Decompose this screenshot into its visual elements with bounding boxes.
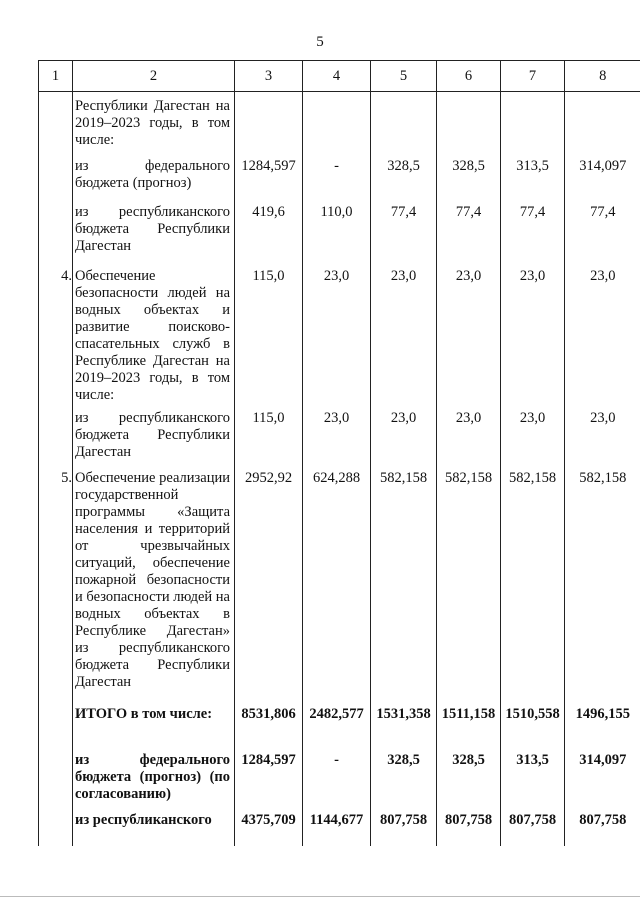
row-description-text: ИТОГО в том числе: [75, 705, 213, 722]
row-description [73, 262, 235, 404]
value-cell: 314,097 [565, 746, 640, 806]
value-cell: 582,158 [565, 464, 640, 700]
value-cell: 23,0 [437, 404, 501, 464]
row-description [73, 464, 235, 700]
value-cell: - [303, 746, 371, 806]
value-cell: 807,758 [501, 806, 565, 846]
value-cell: 115,0 [235, 404, 303, 464]
value-cell: 23,0 [371, 404, 437, 464]
value-cell: 313,5 [501, 152, 565, 198]
table-row [39, 198, 640, 262]
row-number: 4. [39, 262, 73, 404]
column-header: 1 [39, 61, 73, 92]
value-cell: 1496,155 [565, 700, 640, 746]
row-description [73, 198, 235, 262]
column-header: 4 [303, 61, 371, 92]
value-cell: 8531,806 [235, 700, 303, 746]
value-cell: 1511,158 [437, 700, 501, 746]
row-number [39, 806, 73, 846]
row-description-text: из федерального бюджета (прогноз) [75, 157, 230, 191]
value-cell: 23,0 [303, 404, 371, 464]
table-row [39, 700, 640, 746]
value-cell: 23,0 [501, 404, 565, 464]
value-cell: 23,0 [565, 404, 640, 464]
row-description [73, 806, 235, 846]
column-header: 3 [235, 61, 303, 92]
value-cell: 1510,558 [501, 700, 565, 746]
value-cell: - [303, 152, 371, 198]
value-cell: 1144,677 [303, 806, 371, 846]
value-cell: 77,4 [501, 198, 565, 262]
value-cell: 2482,577 [303, 700, 371, 746]
value-cell [501, 92, 565, 152]
row-description [73, 92, 235, 152]
table-row [39, 152, 640, 198]
value-cell: 110,0 [303, 198, 371, 262]
row-description-text: из республиканского [75, 811, 212, 828]
value-cell [371, 92, 437, 152]
value-cell: 23,0 [371, 262, 437, 404]
row-description [73, 404, 235, 464]
value-cell: 807,758 [437, 806, 501, 846]
value-cell [437, 92, 501, 152]
table-row [39, 464, 640, 700]
row-number [39, 404, 73, 464]
value-cell: 2952,92 [235, 464, 303, 700]
page-number: 5 [316, 34, 324, 50]
value-cell: 582,158 [371, 464, 437, 700]
column-header: 5 [371, 61, 437, 92]
table-row [39, 92, 640, 152]
value-cell: 314,097 [565, 152, 640, 198]
value-cell: 4375,709 [235, 806, 303, 846]
value-cell: 328,5 [437, 746, 501, 806]
row-description [73, 746, 235, 806]
row-description-text: Республики Дагестан на 2019–2023 годы, в том числе: [75, 98, 230, 148]
row-number [39, 198, 73, 262]
value-cell: 115,0 [235, 262, 303, 404]
value-cell: 328,5 [437, 152, 501, 198]
budget-table [38, 60, 640, 846]
table-header-row [39, 61, 640, 92]
value-cell: 23,0 [501, 262, 565, 404]
value-cell: 328,5 [371, 746, 437, 806]
table-row [39, 262, 640, 404]
value-cell [235, 92, 303, 152]
value-cell: 23,0 [437, 262, 501, 404]
value-cell: 624,288 [303, 464, 371, 700]
row-description-text: Обеспечение безопасности людей на водных объектах и развитие поисково-спасательных служб в Республике Дагестан на 2019–2023 годы, в том числе: [75, 267, 230, 403]
table-row [39, 746, 640, 806]
page-bottom-edge [0, 896, 640, 897]
value-cell [565, 92, 640, 152]
column-header: 8 [565, 61, 640, 92]
value-cell: 77,4 [437, 198, 501, 262]
value-cell: 582,158 [501, 464, 565, 700]
value-cell: 1284,597 [235, 746, 303, 806]
column-header: 2 [73, 61, 235, 92]
row-number [39, 700, 73, 746]
row-description-text: из республиканского бюджета Республики Дагестан [75, 409, 230, 460]
column-header: 7 [501, 61, 565, 92]
row-number [39, 746, 73, 806]
row-number [39, 92, 73, 152]
value-cell: 582,158 [437, 464, 501, 700]
value-cell: 313,5 [501, 746, 565, 806]
row-description-text: из республиканского бюджета Республики Дагестан [75, 203, 230, 254]
row-description [73, 152, 235, 198]
value-cell [303, 92, 371, 152]
column-header: 6 [437, 61, 501, 92]
value-cell: 807,758 [565, 806, 640, 846]
value-cell: 1531,358 [371, 700, 437, 746]
value-cell: 419,6 [235, 198, 303, 262]
value-cell: 23,0 [565, 262, 640, 404]
value-cell: 23,0 [303, 262, 371, 404]
table-row [39, 806, 640, 846]
value-cell: 1284,597 [235, 152, 303, 198]
value-cell: 328,5 [371, 152, 437, 198]
row-description [73, 700, 235, 746]
value-cell: 77,4 [371, 198, 437, 262]
row-description-text: из федерального бюджета (прогноз) (по согласованию) [75, 751, 230, 802]
table-row [39, 404, 640, 464]
value-cell: 77,4 [565, 198, 640, 262]
row-description-text: Обеспечение реализации государственной программы «Защита населения и территорий от чрезвычайных ситуаций, обеспечение пожарной безопасности и безопасности людей на водных объектах в Республике Дагестан» из республиканского бюджета Республики Дагестан [75, 469, 230, 690]
row-number [39, 152, 73, 198]
row-number: 5. [39, 464, 73, 700]
value-cell: 807,758 [371, 806, 437, 846]
